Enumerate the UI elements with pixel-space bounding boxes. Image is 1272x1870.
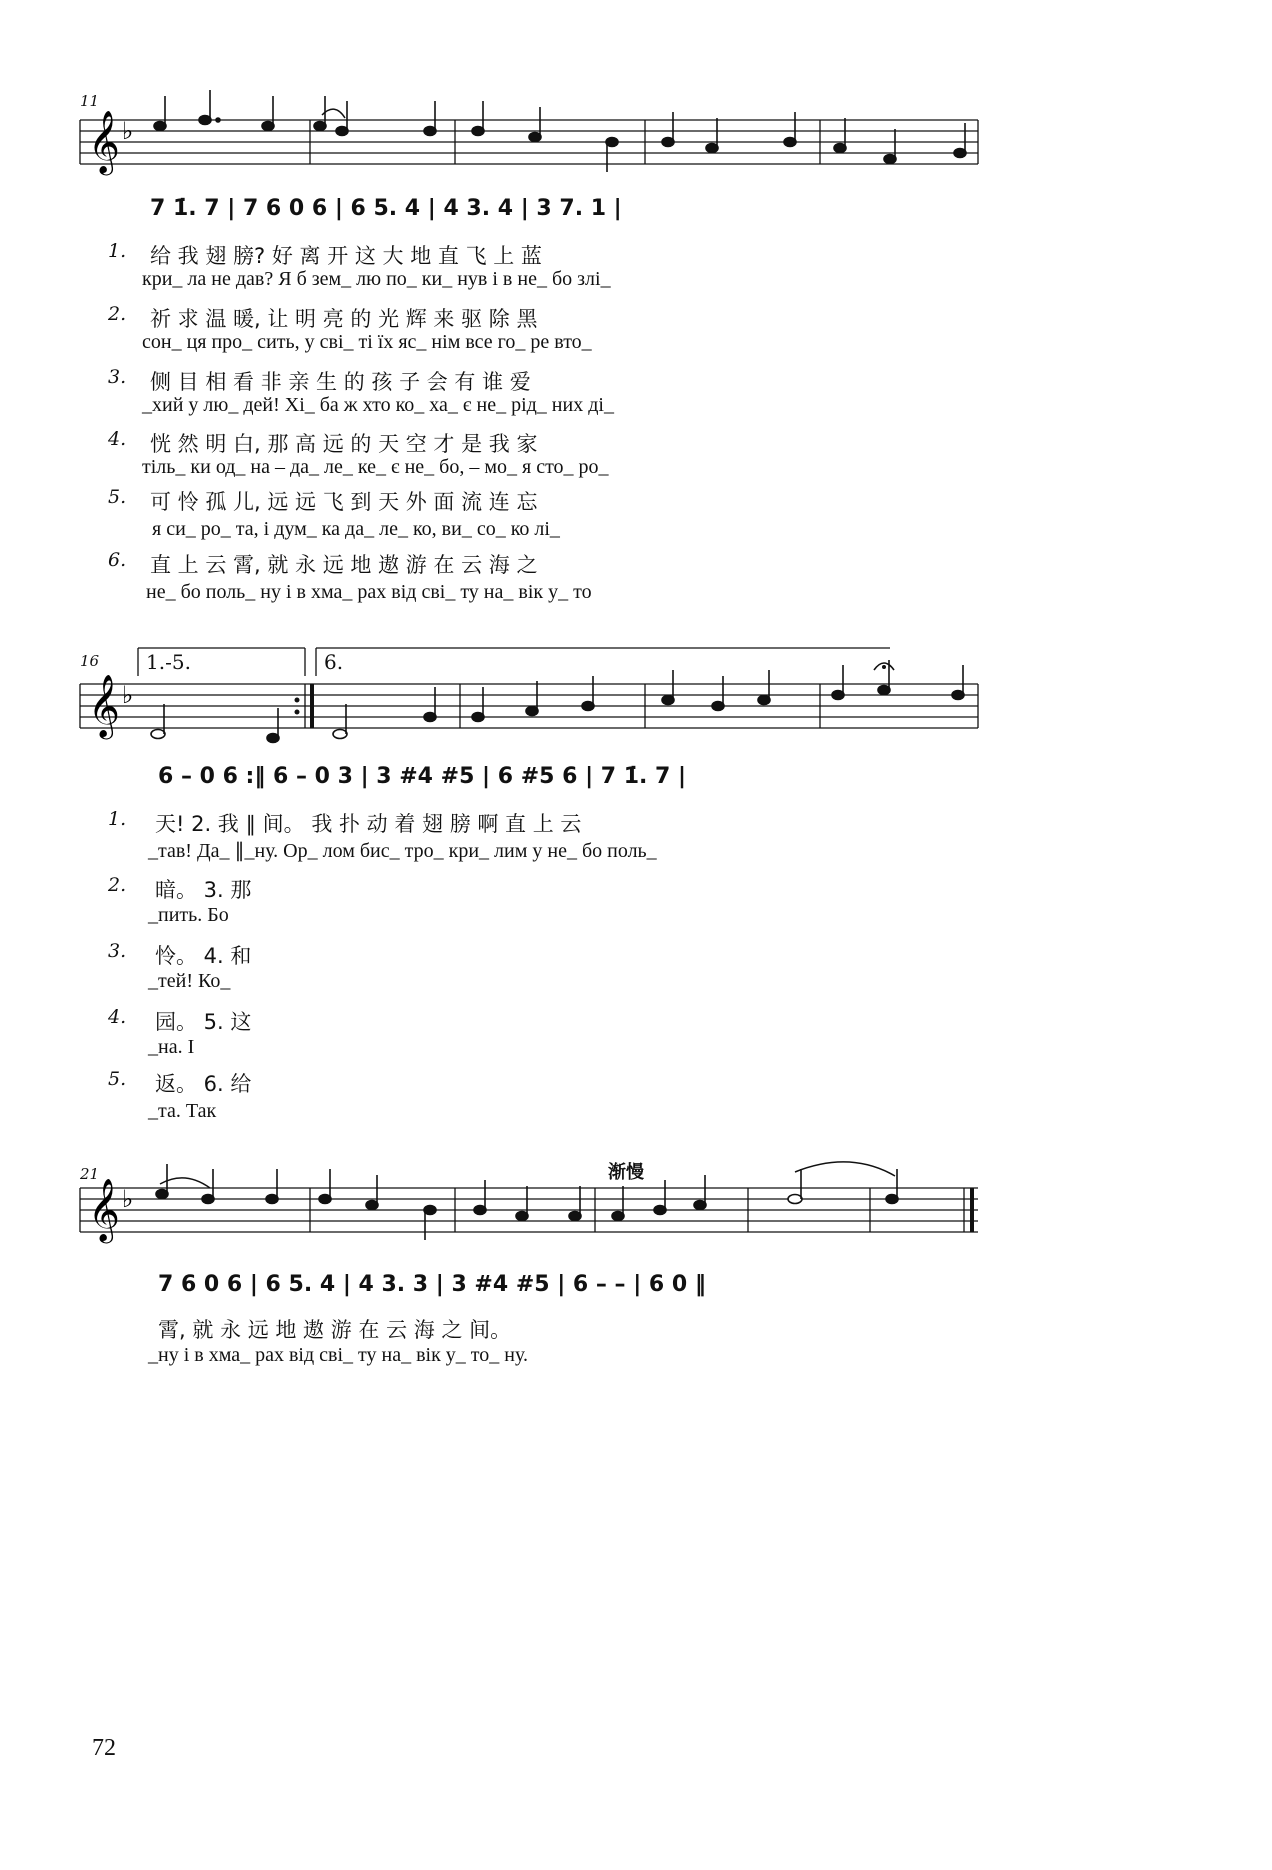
svg-text:♭: ♭ bbox=[122, 681, 134, 709]
lyric-ru: сон_ ця про_ сить, у сві_ ті їх яс_ нім все го_ ре вто_ bbox=[142, 331, 592, 353]
svg-text:𝄞: 𝄞 bbox=[88, 1178, 120, 1241]
tempo-marking: 渐慢 bbox=[608, 1162, 644, 1183]
lyric-zh: 侧 目 相 看 非 亲 生 的 孩 子 会 有 谁 爱 bbox=[150, 370, 531, 394]
lyric-zh: 园。 5. 这 bbox=[155, 1010, 252, 1034]
lyric-ru: _тав! Да_ ∥_ну. Ор_ лом бис_ тро_ кри_ лим у не_ бо поль_ bbox=[148, 840, 657, 862]
staff-system-1 bbox=[0, 80, 1272, 260]
lyric-ru: _тей! Ко_ bbox=[148, 970, 231, 992]
volta-2-label: 6. bbox=[324, 650, 344, 674]
page-number: 72 bbox=[92, 1735, 116, 1761]
volta-1-label: 1.-5. bbox=[146, 650, 191, 674]
lyric-zh: 可 怜 孤 儿, 远 远 飞 到 天 外 面 流 连 忘 bbox=[150, 490, 538, 514]
jianpu-line: 6 – 0 6 :‖ 6 – 0 3 | 3 #4 #5 | 6 #5 6 | 7 1̇. 7 | bbox=[158, 764, 687, 789]
svg-text:𝄞: 𝄞 bbox=[88, 110, 120, 173]
lyric-zh: 直 上 云 霄, 就 永 远 地 遨 游 在 云 海 之 bbox=[150, 553, 538, 577]
lyric-zh: 天! 2. 我 ∥ 间。 我 扑 动 着 翅 膀 啊 直 上 云 bbox=[155, 812, 582, 836]
staff-system-3 bbox=[0, 1150, 1272, 1270]
lyric-zh: 恍 然 明 白, 那 高 远 的 天 空 才 是 我 家 bbox=[150, 432, 538, 456]
lyric-zh: 霄, 就 永 远 地 遨 游 在 云 海 之 间。 bbox=[158, 1318, 512, 1342]
lyric-ru: _ну і в хма_ рах від сві_ ту на_ вік у_ то_ ну. bbox=[148, 1344, 528, 1366]
svg-text:♭: ♭ bbox=[122, 1185, 134, 1213]
lyric-zh: 返。 6. 给 bbox=[155, 1072, 252, 1096]
lyric-ru: _на. І bbox=[148, 1036, 195, 1058]
lyric-ru: тіль_ ки од_ на – да_ ле_ ке_ є не_ бо, – мо_ я сто_ ро_ bbox=[142, 456, 609, 478]
measure-number: 16 bbox=[80, 652, 100, 670]
lyric-zh: 暗。 3. 那 bbox=[155, 878, 252, 902]
svg-text:♭: ♭ bbox=[122, 117, 134, 145]
lyric-ru: _пить. Бо bbox=[148, 904, 229, 926]
lyric-ru: _хий у лю_ дей! Хі_ ба ж хто ко_ ха_ є не_ рід_ них ді_ bbox=[142, 394, 614, 416]
jianpu-line: 7 1̇. 7 | 7 6 0 6 | 6 5. 4 | 4 3. 4 | 3 7. 1 | bbox=[150, 196, 622, 221]
lyric-ru: я си_ ро_ та, і дум_ ка да_ ле_ ко, ви_ со_ ко лі_ bbox=[152, 518, 560, 540]
lyric-zh: 怜。 4. 和 bbox=[155, 944, 252, 968]
lyric-ru: не_ бо поль_ ну і в хма_ рах від сві_ ту на_ вік у_ то bbox=[146, 581, 592, 603]
measure-number: 11 bbox=[80, 92, 100, 110]
jianpu-line: 7 6 0 6 | 6 5. 4 | 4 3. 3 | 3 #4 #5 | 6 – – | 6 0 ‖ bbox=[158, 1272, 706, 1297]
svg-text:𝄞: 𝄞 bbox=[88, 674, 120, 737]
lyric-zh: 祈 求 温 暖, 让 明 亮 的 光 辉 来 驱 除 黑 bbox=[150, 307, 538, 331]
lyric-ru: кри_ ла не дав? Я б зем_ лю по_ ки_ нув і в не_ бо злі_ bbox=[142, 268, 611, 290]
measure-number: 21 bbox=[80, 1165, 100, 1183]
lyric-zh: 给 我 翅 膀? 好 离 开 这 大 地 直 飞 上 蓝 bbox=[150, 244, 542, 268]
lyric-ru: _та. Так bbox=[148, 1100, 217, 1122]
